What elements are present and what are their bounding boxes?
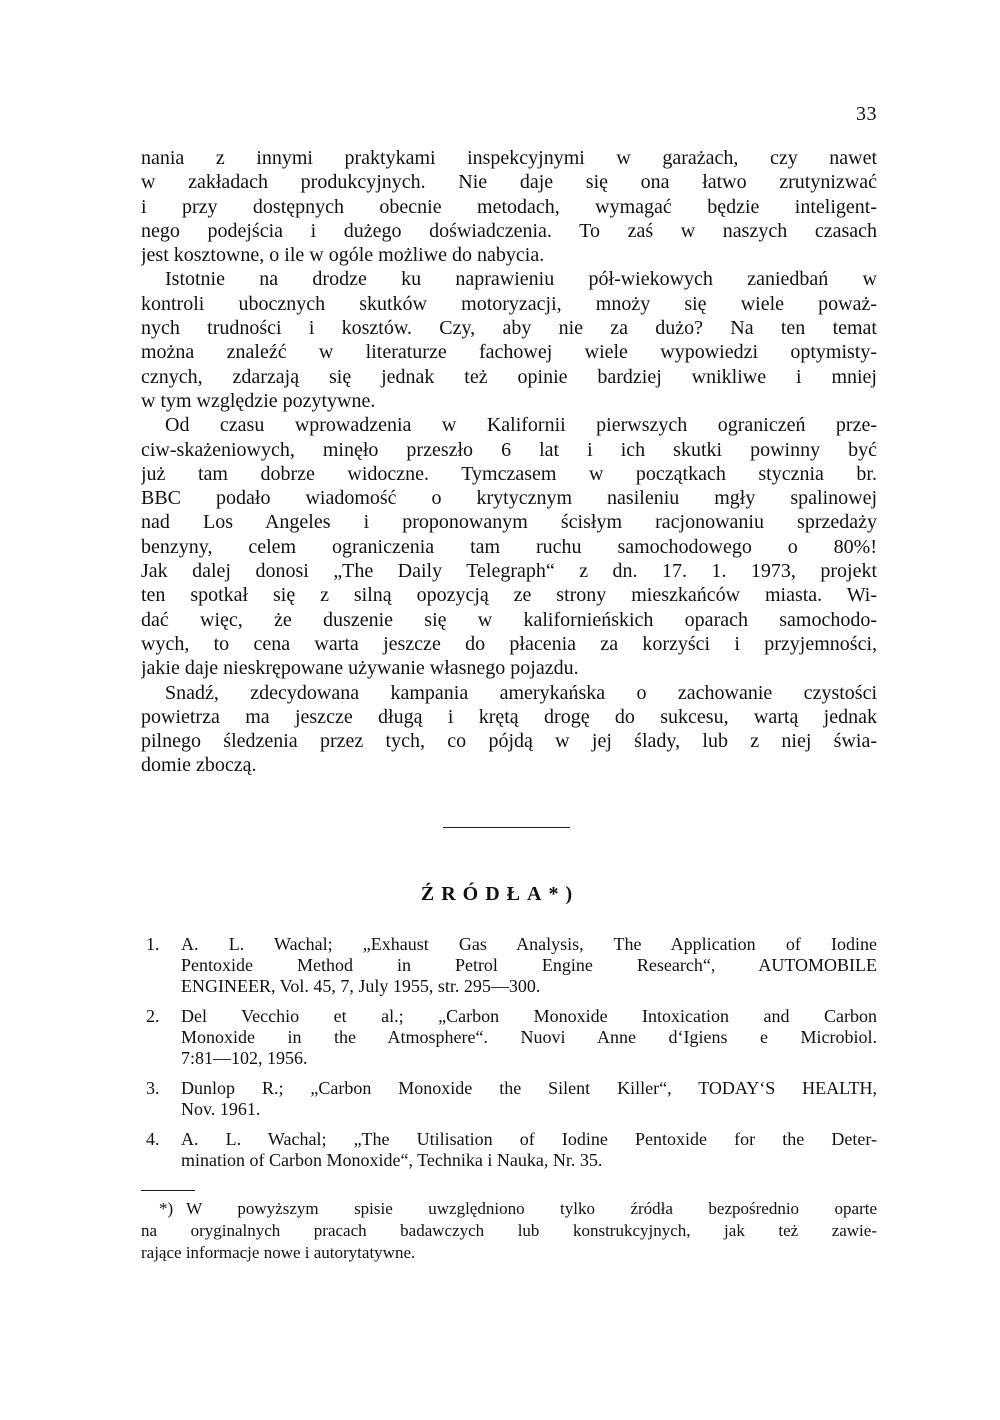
source-line: Nov. 1961. [181,1099,261,1119]
source-item [146,934,877,997]
text-line: i przy dostępnych obecnie metodach, wymagać będzie inteligent- [141,195,877,218]
text-line: ciw-skażeniowych, minęło przeszło 6 lat i ich skutki powinny być [141,438,877,461]
text-line: Snadź, zdecydowana kampania amerykańska o zachowanie czystości [165,681,877,704]
text-line: nad Los Angeles i proponowanym ścisłym racjonowaniu sprzedaży [141,511,877,534]
text-line: w tym względzie pozytywne. [141,389,376,412]
source-number: 3. [146,1078,160,1098]
text-line: już tam dobrze widoczne. Tymczasem w początkach stycznia br. [141,462,877,485]
footnote-line: na oryginalnych pracach badawczych lub konstrukcyjnych, jak też zawie- [141,1221,877,1240]
footnote-line: rające informacje nowe i autorytatywne. [141,1243,416,1262]
text-line: ten spotkał się z silną opozycją ze strony mieszkańców miasta. Wi- [141,584,877,607]
text-line: Istotnie na drodze ku naprawieniu pół-wiekowych zaniedbań w [165,268,877,291]
text-line: dać więc, że duszenie się w kalifornieńskich oparach samochodo- [141,608,877,631]
source-number: 1. [146,934,160,954]
text-line: kontroli ubocznych skutków motoryzacji, mnoży się wiele poważ- [141,292,877,315]
sources-title: ŹRÓDŁA*) [420,883,580,905]
text-line: można znaleźć w literaturze fachowej wiele wypowiedzi optymisty- [141,341,877,364]
footnote [141,1198,877,1264]
source-line: Del Vecchio et al.; „Carbon Monoxide Intoxication and Carbon [181,1006,877,1026]
text-line: jest kosztowne, o ile w ogóle możliwe do nabycia. [141,244,545,267]
text-line: pilnego śledzenia przez tych, co pójdą w jej ślady, lub z niej świa- [141,730,877,753]
text-line: Jak dalej donosi „The Daily Telegraph“ z dn. 17. 1. 1973, projekt [141,560,877,583]
source-number: 2. [146,1006,160,1026]
text-line: Od czasu wprowadzenia w Kalifornii pierwszych ograniczeń prze- [165,414,877,437]
source-item [146,1078,877,1120]
footnote-marker: *) [159,1199,174,1218]
text-line: domie zboczą. [141,754,257,777]
text-line: jakie daje nieskrępowane używanie własnego pojazdu. [141,657,579,680]
text-line: nych trudności i kosztów. Czy, aby nie za dużo? Na ten temat [141,317,877,340]
source-number: 4. [146,1129,160,1149]
text-line: benzyny, celem ograniczenia tam ruchu samochodowego o 80%! [141,535,877,558]
text-line: cznych, zdarzają się jednak też opinie bardziej wnikliwe i mniej [141,365,877,388]
page-number: 33 [856,103,877,125]
source-line: Dunlop R.; „Carbon Monoxide the Silent Killer“, TODAY‘S HEALTH, [181,1078,877,1098]
sources-list [146,934,877,1180]
text-line: powietrza ma jeszcze długą i krętą drogę do sukcesu, wartą jednak [141,705,877,728]
source-line: mination of Carbon Monoxide“, Technika i Nauka, Nr. 35. [181,1150,603,1170]
footnote-line-first [141,1198,877,1220]
source-line: Monoxide in the Atmosphere“. Nuovi Anne d‘Igiens e Microbiol. [181,1027,877,1047]
text-line: wych, to cena warta jeszcze do płacenia za korzyści i przyjemności, [141,632,877,655]
text-line: nego podejścia i dużego doświadczenia. To zaś w naszych czasach [141,219,877,242]
source-line: A. L. Wachal; „Exhaust Gas Analysis, The Application of Iodine [181,934,877,954]
source-line: ENGINEER, Vol. 45, 7, July 1955, str. 295—300. [181,976,541,996]
footnote-divider [141,1190,195,1191]
source-line: Pentoxide Method in Petrol Engine Research“, AUTOMOBILE [181,955,877,975]
text-line: BBC podało wiadomość o krytycznym nasileniu mgły spalinowej [141,487,877,510]
source-item [146,1129,877,1171]
source-line: 7:81—102, 1956. [181,1048,308,1068]
text-line: w zakładach produkcyjnych. Nie daje się ona łatwo zrutynizwać [141,171,877,194]
body-text [141,146,877,778]
footnote-text: W powyższym spisie uwzględniono tylko źródła bezpośrednio oparte [186,1199,877,1218]
source-item [146,1006,877,1069]
section-divider [443,827,570,828]
text-line: nania z innymi praktykami inspekcyjnymi w garażach, czy nawet [141,147,877,169]
source-line: A. L. Wachal; „The Utilisation of Iodine Pentoxide for the Deter- [181,1129,877,1149]
